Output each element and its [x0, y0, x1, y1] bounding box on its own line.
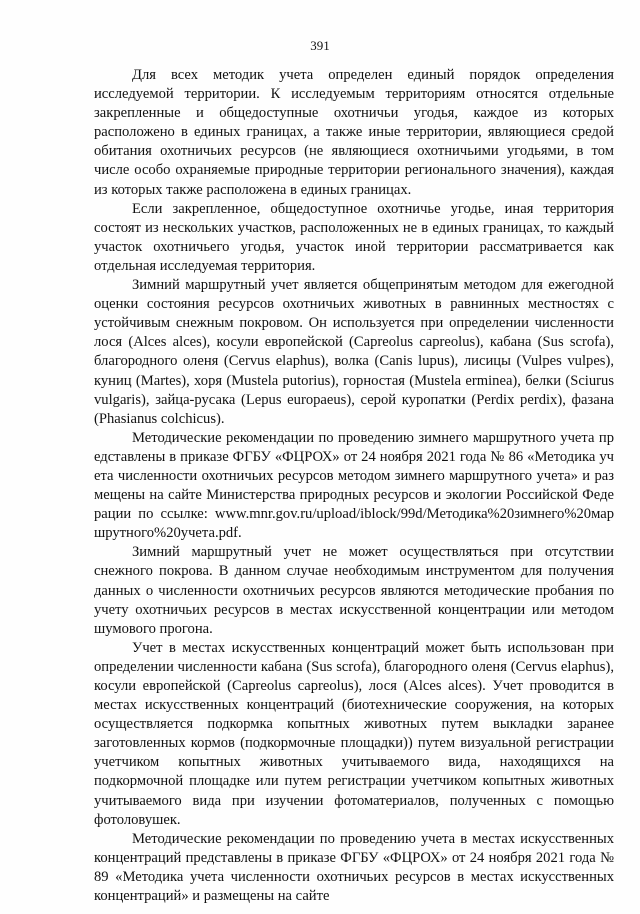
paragraph: Если закрепленное, общедоступное охотничье угодье, иная территория состоят из нескольких участков, расположенных не в единых границах, то каждый участок охотничьего угодья, участок иной территории рассматривается как отдельная исследуемая территория.	[94, 200, 614, 274]
paragraph: Методические рекомендации по проведению учета в местах искусственных концентраций представлены в приказе ФГБУ «ФЦРОХ» от 24 ноября 2021 года № 89 «Методика учета численности охотничьих ресурсов в местах искусственных концентраций» и размещены на сайте	[94, 830, 614, 905]
body-text	[94, 66, 614, 906]
paragraph: Для всех методик учета определен единый порядок определения исследуемой территории. К исследуемым территориям относятся отдельные закрепленные и общедоступные охотничьи угодья, каждое из которых расположено в единых границах, а также иные территории, являющиеся средой обитания охотничьих ресурсов (не являющиеся охотничьими угодьями, в том числе особо охраняемые природные территории регионального значения), каждая из которых также расположена в единых границах.	[94, 67, 614, 198]
page-number: 391	[310, 38, 330, 53]
paragraph: Зимний маршрутный учет не может осуществляться при отсутствии снежного покрова. В данном случае необходимым инструментом для получения данных о численности охотничьих ресурсов являются методические пробания по учету охотничьих ресурсов в местах искусственной концентрации или методом шумового прогона.	[94, 544, 614, 637]
paragraph: Методические рекомендации по проведению зимнего маршрутного учета представлены в приказе ФГБУ «ФЦРОХ» от 24 ноября 2021 года № 86 «Методика учета численности охотничьих ресурсов методом зимнего маршрутного учета» и размещены на сайте Министерства природных ресурсов и экологии Российской Федерации по ссылке: www.mnr.gov.ru/upload/iblock/99d/Методика%20зимнего%20маршрутного%20учета.pdf.	[94, 429, 614, 542]
paragraph: Зимний маршрутный учет является общепринятым методом для ежегодной оценки состояния ресурсов охотничьих животных в равнинных местностях с устойчивым снежным покровом. Он используется при определении численности лося (Alces alces), косули европейской (Capreolus capreolus), кабана (Sus scrofa), благородного оленя (Cervus elaphus), волка (Canis lupus), лисицы (Vulpes vulpes), куниц (Martes), хоря (Mustela putorius), горностая (Mustela erminea), белки (Sciurus vulgaris), зайца-русака (Lepus europaeus), серой куропатки (Perdix perdix), фазана (Phasianus colchicus).	[94, 277, 614, 427]
paragraph: Учет в местах искусственных концентраций может быть использован при определении численности кабана (Sus scrofa), благородного оленя (Cervus elaphus), косули европейской (Capreolus capreolus), лося (Alces alces). Учет проводится в местах искусственных концентраций (биотехнические сооружения, на которых осуществляется подкормка копытных животных путем выкладки заранее заготовленных кормов (подкормочные площадки)) путем визуальной регистрации учетчиком копытных животных учитываемого вида, находящихся на подкормочной площадке или путем регистрации учетчиком копытных животных учитываемого вида при изучении фотоматериалов, полученных с помощью фотоловушек.	[94, 639, 614, 828]
